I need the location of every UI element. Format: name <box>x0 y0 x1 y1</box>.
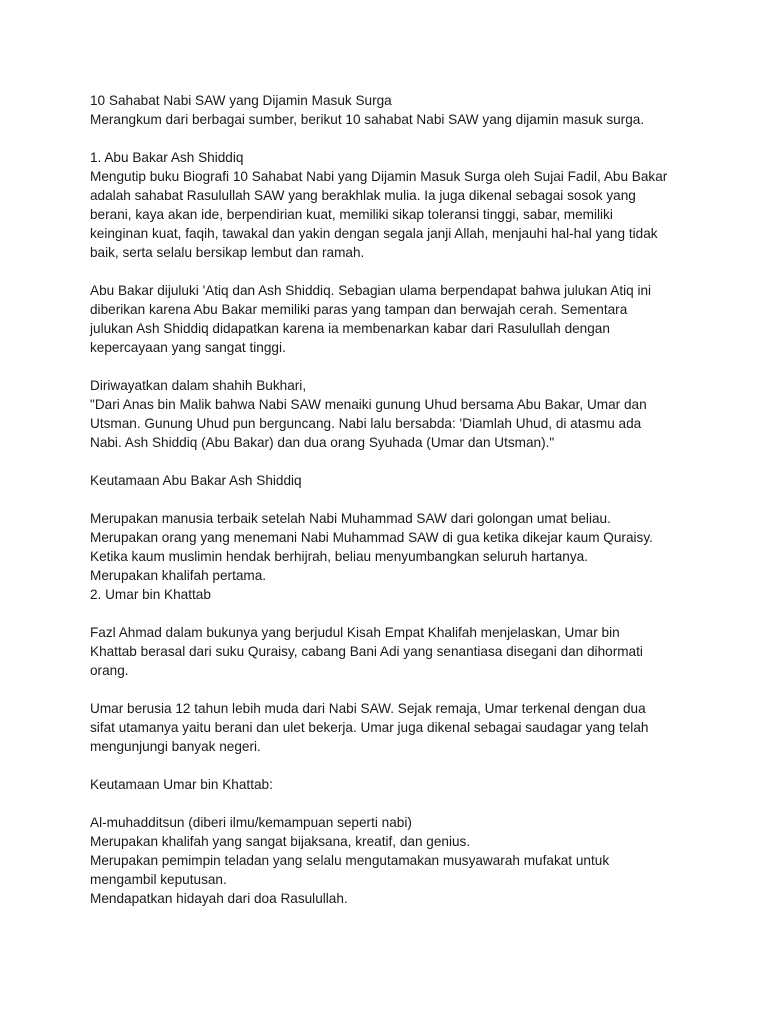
paragraph-line: keinginan kuat, faqih, tawakal dan yakin dengan segala janji Allah, menjauhi hal-hal yang tidak <box>90 226 658 241</box>
virtues-heading: Keutamaan Umar bin Khattab: <box>90 777 273 792</box>
spacer <box>90 794 690 813</box>
spacer <box>90 490 690 509</box>
paragraph <box>90 376 690 452</box>
paragraph-line: diberikan karena Abu Bakar memiliki paras yang tampan dan berwajah cerah. Sementara <box>90 302 628 317</box>
list-item: Merupakan pemimpin teladan yang selalu mengutamakan musyawarah mufakat untuk <box>90 853 610 868</box>
paragraph-line: Umar berusia 12 tahun lebih muda dari Nabi SAW. Sejak remaja, Umar terkenal dengan dua <box>90 701 646 716</box>
paragraph-line: berani, kaya akan ide, berpendirian kuat, memiliki sikap toleransi tinggi, sabar, memiliki <box>90 207 613 222</box>
virtues-list <box>90 509 690 585</box>
paragraph-line: Abu Bakar dijuluki 'Atiq dan Ash Shiddiq. Sebagian ulama berpendapat bahwa julukan Atiq ini <box>90 283 652 298</box>
paragraph-line: orang. <box>90 663 129 678</box>
list-item: Merupakan manusia terbaik setelah Nabi Muhammad SAW dari golongan umat beliau. <box>90 511 611 526</box>
spacer <box>90 357 690 376</box>
spacer <box>90 680 690 699</box>
spacer <box>90 452 690 471</box>
list-item: Al-muhadditsun (diberi ilmu/kemampuan seperti nabi) <box>90 815 412 830</box>
spacer <box>90 756 690 775</box>
spacer <box>90 129 690 148</box>
paragraph-line: Diriwayatkan dalam shahih Bukhari, <box>90 378 307 393</box>
paragraph-line: kepercayaan yang sangat tinggi. <box>90 340 286 355</box>
quote-line: Utsman. Gunung Uhud pun berguncang. Nabi lalu bersabda: 'Diamlah Uhud, di atasmu ada <box>90 416 642 431</box>
document-page <box>90 91 690 908</box>
list-item: mengambil keputusan. <box>90 872 227 887</box>
virtues-list <box>90 813 690 908</box>
list-item: Merupakan khalifah yang sangat bijaksana, kreatif, dan genius. <box>90 834 471 849</box>
spacer <box>90 262 690 281</box>
paragraph-line: Khattab berasal dari suku Quraisy, cabang Bani Adi yang senantiasa disegani dan dihormati <box>90 644 643 659</box>
section-heading: 1. Abu Bakar Ash Shiddiq <box>90 150 244 165</box>
list-item: Mendapatkan hidayah dari doa Rasulullah. <box>90 891 348 906</box>
paragraph-line: adalah sahabat Rasulullah SAW yang berakhlak mulia. Ia juga dikenal sebagai sosok yang <box>90 188 636 203</box>
list-item: Ketika kaum muslimin hendak berhijrah, beliau menyumbangkan seluruh hartanya. <box>90 549 588 564</box>
virtues-heading: Keutamaan Abu Bakar Ash Shiddiq <box>90 473 302 488</box>
quote-line: Nabi. Ash Shiddiq (Abu Bakar) dan dua orang Syuhada (Umar dan Utsman)." <box>90 435 555 450</box>
paragraph <box>90 281 690 357</box>
paragraph-line: Mengutip buku Biografi 10 Sahabat Nabi yang Dijamin Masuk Surga oleh Sujai Fadil, Abu Bakar <box>90 169 668 184</box>
section-heading: 2. Umar bin Khattab <box>90 587 211 602</box>
paragraph <box>90 167 690 262</box>
list-item: Merupakan orang yang menemani Nabi Muhammad SAW di gua ketika dikejar kaum Quraisy. <box>90 530 653 545</box>
paragraph-line: sifat utamanya yaitu berani dan ulet bekerja. Umar juga dikenal sebagai saudagar yang telah <box>90 720 649 735</box>
list-item: Merupakan khalifah pertama. <box>90 568 267 583</box>
quote-line: "Dari Anas bin Malik bahwa Nabi SAW menaiki gunung Uhud bersama Abu Bakar, Umar dan <box>90 397 647 412</box>
spacer <box>90 604 690 623</box>
paragraph-line: mengunjungi banyak negeri. <box>90 739 261 754</box>
document-intro: Merangkum dari berbagai sumber, berikut 10 sahabat Nabi SAW yang dijamin masuk surga. <box>90 112 645 127</box>
paragraph <box>90 699 690 756</box>
paragraph-line: julukan Ash Shiddiq didapatkan karena ia membenarkan kabar dari Rasulullah dengan <box>90 321 610 336</box>
paragraph-line: baik, serta selalu bersikap lembut dan ramah. <box>90 245 365 260</box>
document-title: 10 Sahabat Nabi SAW yang Dijamin Masuk Surga <box>90 93 392 108</box>
paragraph-line: Fazl Ahmad dalam bukunya yang berjudul Kisah Empat Khalifah menjelaskan, Umar bin <box>90 625 620 640</box>
paragraph <box>90 623 690 680</box>
